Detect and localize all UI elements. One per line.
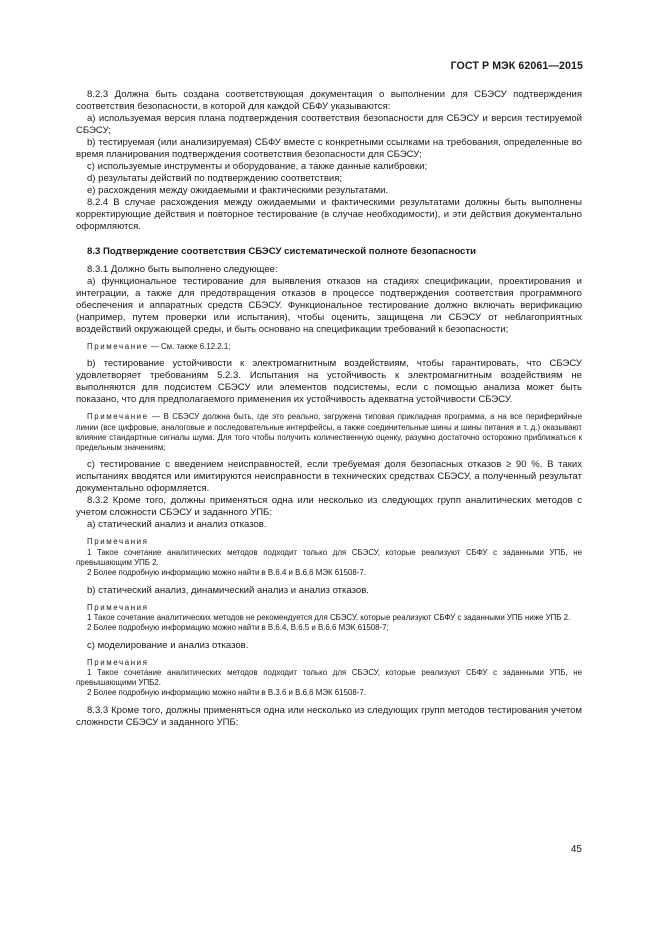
paragraph: с) моделирование и анализ отказов.: [87, 639, 249, 651]
paragraph: е) расхождения между ожидаемыми и фактическими результатами.: [87, 185, 389, 196]
notes-label: Примечания: [87, 602, 149, 612]
note-label: Примечание: [87, 342, 149, 351]
paragraph: 8.3.2 Кроме того, должны применяться одна или несколько из следующих групп аналитических методов с учетом сложности СБЭСУ и заданного УПБ:: [76, 495, 582, 519]
page-body: [76, 89, 582, 729]
note-item: 1 Такое сочетание аналитических методов подходит только для СБЭСУ, которые реализуют СБФУ с заданными УПБ, не превышающим УПБ 2.: [76, 547, 582, 568]
paragraph: 8.2.4 В случае расхождения между ожидаемыми и фактическими результатами должны быть выполнены корректирующие действия и повторное тестирование (в случае необходимости), и эти действия документально оформляются.: [76, 197, 582, 232]
paragraph: 8.3.1 Должно быть выполнено следующее:: [87, 264, 278, 275]
paragraph: а) статический анализ и анализ отказов.: [87, 519, 267, 531]
notes: [76, 658, 582, 699]
note-item: 1 Такое сочетание аналитических методов подходит только для СБЭСУ, которые реализуют СБФУ с заданными УПБ, не превышающими УПБ2.: [76, 667, 582, 688]
paragraph: d) результаты действий по подтверждению соответствия;: [87, 173, 343, 184]
notes: [76, 537, 582, 578]
paragraph: 8.3.3 Кроме того, должны применяться одна или несколько из следующих групп методов тестирования учетом сложности СБЭСУ и заданного УПБ:: [76, 704, 582, 728]
paragraph: 8.2.3 Должна быть создана соответствующая документация о выполнении для СБЭСУ подтверждения соответствия безопасности, в которой для каждой СБФУ указываются:: [76, 89, 582, 112]
paragraph: а) используемая версия плана подтверждения соответствия безопасности для СБЭСУ и версия тестируемой СБЭСУ;: [76, 113, 582, 136]
note-item: 2 Более подробную информацию можно найти в В.6.4, В.6.5 и В.6.6 МЭК 61508-7;: [87, 623, 389, 633]
note-item: 1 Такое сочетание аналитических методов не рекомендуется для СБЭСУ, которые реализуют СБФУ с заданными УПБ ниже УПБ 2.: [87, 612, 571, 622]
paragraph: b) тестирование устойчивости к электромагнитным воздействиям, чтобы гарантировать, что СБЭСУ удовлетворяет требованиям 5.2.3. Испытания на устойчивость к электромагнитным воздействиям не выполняются для подсистем СБЭСУ или элементов подсистемы, если с помощью анализа может быть показано, что для предполагаемого применения их устойчивость адекватна устойчивости СБЭСУ.: [76, 358, 582, 406]
note: [76, 342, 582, 352]
note-label: Примечание: [87, 412, 149, 422]
paragraph: b) статический анализ, динамический анализ и анализ отказов.: [87, 584, 369, 596]
notes: [76, 603, 582, 634]
note: [76, 412, 582, 453]
note-item: 2 Более подробную информацию можно найти в В.6.4 и В.6.6 МЭК 61508-7.: [87, 568, 366, 578]
paragraph: а) функциональное тестирование для выявления отказов на стадиях спецификации, проектирования и интеграции, а также для предотвращения отказов в процессе подтверждения соответствия программного обеспечения и аппаратных средств СБЭСУ. Функциональное тестирование должно включать верификацию (например, путем проверки или испытания), чтобы оценить, защищена ли СБЭСУ от неблагоприятных воздействий окружающей среды, и быть основано на спецификации требований к безопасности;: [76, 276, 582, 335]
document-header: ГОСТ Р МЭК 62061—2015: [450, 60, 583, 72]
paragraph: с) тестирование с введением неисправностей, если требуемая доля безопасных отказов ≥ 90 %. В таких испытаниях вводятся или имитируются неисправности в технических средствах СБЭСУ, а полученный результат документально оформляется.: [76, 459, 582, 495]
notes-label: Примечания: [87, 537, 149, 547]
note-item: 2 Более подробную информацию можно найти в В.3.6 и В.6.6 МЭК 61508-7.: [87, 688, 366, 698]
section-heading: 8.3 Подтверждение соответствия СБЭСУ систематической полноте безопасности: [87, 246, 476, 257]
note-body: — См. также 6.12.2.1;: [150, 342, 231, 351]
paragraph: b) тестируемая (или анализируемая) СБФУ вместе с конкретными ссылками на требования, определенные во время планирования подтверждения соответствия безопасности для СБЭСУ;: [76, 137, 582, 160]
notes-label: Примечания: [87, 657, 149, 667]
note-body: — В СБЭСУ должна быть, где это реально, загружена типовая прикладная программа, а на все периферийные линии (все цифровые, аналоговые и последовательные интерфейсы, а также соединительные шины и шины питания и т. д.) оказывают влияние стандартные сигналы шума. Для того чтобы получить количественную оценку, разумно достаточно осторожно приближаться к предельным значениям;: [76, 412, 582, 453]
page-number: 45: [570, 844, 582, 855]
note-text: [76, 412, 582, 453]
paragraph: с) используемые инструменты и оборудование, а также данные калибровки;: [87, 161, 428, 172]
note-text: [76, 342, 582, 352]
